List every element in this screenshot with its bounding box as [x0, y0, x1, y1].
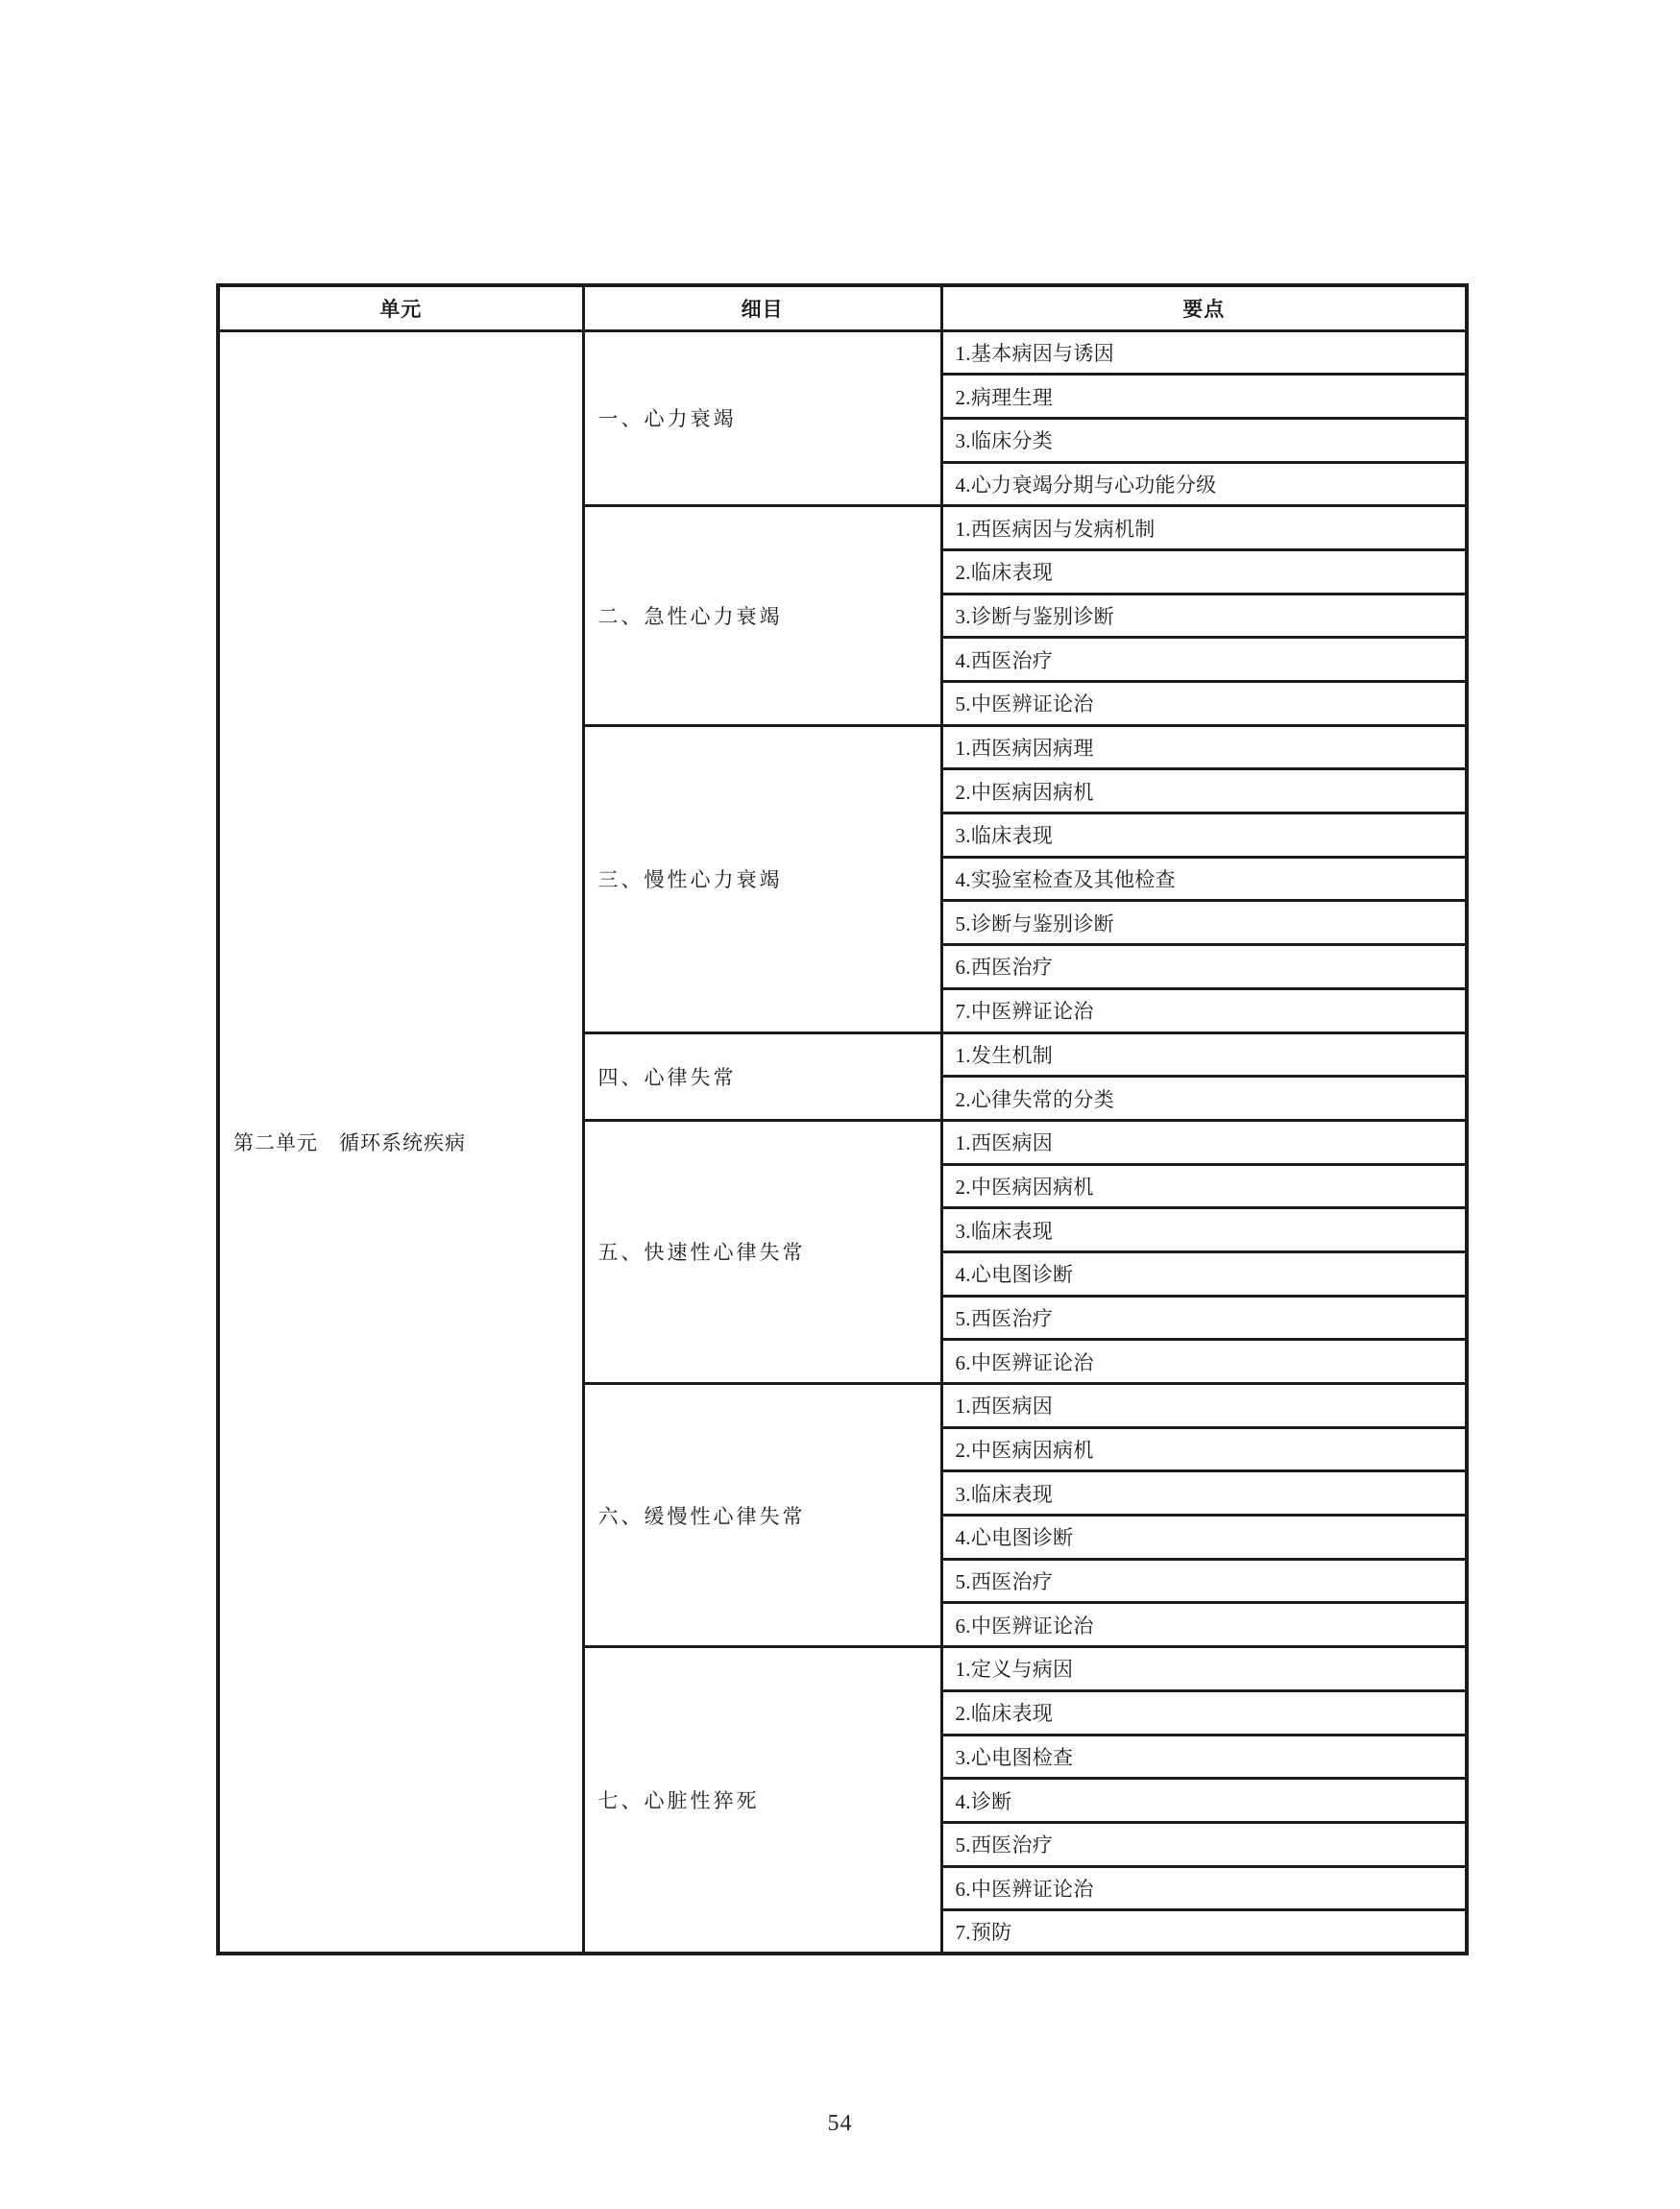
- point-cell: 6.中医辨证论治: [941, 1340, 1467, 1384]
- point-cell: 4.心力衰竭分期与心功能分级: [941, 462, 1467, 506]
- point-cell: 7.中医辨证论治: [941, 988, 1467, 1032]
- point-cell: 7.预防: [941, 1910, 1467, 1954]
- point-cell: 3.心电图检查: [941, 1735, 1467, 1779]
- unit-cell: 第二单元 循环系统疾病: [218, 330, 583, 1954]
- point-cell: 3.临床分类: [941, 418, 1467, 462]
- item-cell: 三、慢性心力衰竭: [583, 725, 941, 1032]
- item-cell: 四、心律失常: [583, 1032, 941, 1120]
- point-cell: 2.中医病因病机: [941, 769, 1467, 813]
- point-cell: 2.临床表现: [941, 1690, 1467, 1735]
- point-cell: 4.西医治疗: [941, 638, 1467, 682]
- point-cell: 5.西医治疗: [941, 1822, 1467, 1866]
- point-cell: 2.中医病因病机: [941, 1427, 1467, 1471]
- point-cell: 1.发生机制: [941, 1032, 1467, 1077]
- item-cell: 一、心力衰竭: [583, 330, 941, 506]
- point-cell: 5.诊断与鉴别诊断: [941, 901, 1467, 945]
- point-cell: 6.西医治疗: [941, 945, 1467, 989]
- header-unit: 单元: [218, 285, 583, 330]
- point-cell: 6.中医辨证论治: [941, 1866, 1467, 1910]
- point-cell: 4.实验室检查及其他检查: [941, 857, 1467, 901]
- point-cell: 5.中医辨证论治: [941, 682, 1467, 726]
- point-cell: 6.中医辨证论治: [941, 1603, 1467, 1647]
- header-points: 要点: [941, 285, 1467, 330]
- syllabus-table: [216, 283, 1469, 1955]
- point-cell: 1.西医病因: [941, 1384, 1467, 1428]
- table-body: [218, 330, 1467, 1954]
- table-header-row: [218, 285, 1467, 330]
- point-cell: 4.心电图诊断: [941, 1516, 1467, 1560]
- point-cell: 1.西医病因: [941, 1120, 1467, 1164]
- point-cell: 4.心电图诊断: [941, 1251, 1467, 1296]
- item-cell: 五、快速性心律失常: [583, 1120, 941, 1383]
- table-row: [218, 330, 1467, 375]
- page-number: 54: [827, 2111, 853, 2136]
- point-cell: 3.临床表现: [941, 1208, 1467, 1252]
- point-cell: 1.西医病因与发病机制: [941, 506, 1467, 550]
- point-cell: 1.基本病因与诱因: [941, 330, 1467, 375]
- point-cell: 2.病理生理: [941, 375, 1467, 419]
- point-cell: 1.西医病因病理: [941, 725, 1467, 769]
- point-cell: 1.定义与病因: [941, 1647, 1467, 1691]
- point-cell: 2.中医病因病机: [941, 1164, 1467, 1208]
- point-cell: 5.西医治疗: [941, 1559, 1467, 1603]
- item-cell: 六、缓慢性心律失常: [583, 1384, 941, 1647]
- point-cell: 3.临床表现: [941, 813, 1467, 858]
- header-item: 细目: [583, 285, 941, 330]
- item-cell: 七、心脏性猝死: [583, 1647, 941, 1954]
- point-cell: 2.临床表现: [941, 549, 1467, 594]
- point-cell: 5.西医治疗: [941, 1296, 1467, 1340]
- item-cell: 二、急性心力衰竭: [583, 506, 941, 725]
- point-cell: 3.临床表现: [941, 1471, 1467, 1516]
- point-cell: 4.诊断: [941, 1779, 1467, 1823]
- point-cell: 2.心律失常的分类: [941, 1077, 1467, 1121]
- point-cell: 3.诊断与鉴别诊断: [941, 594, 1467, 638]
